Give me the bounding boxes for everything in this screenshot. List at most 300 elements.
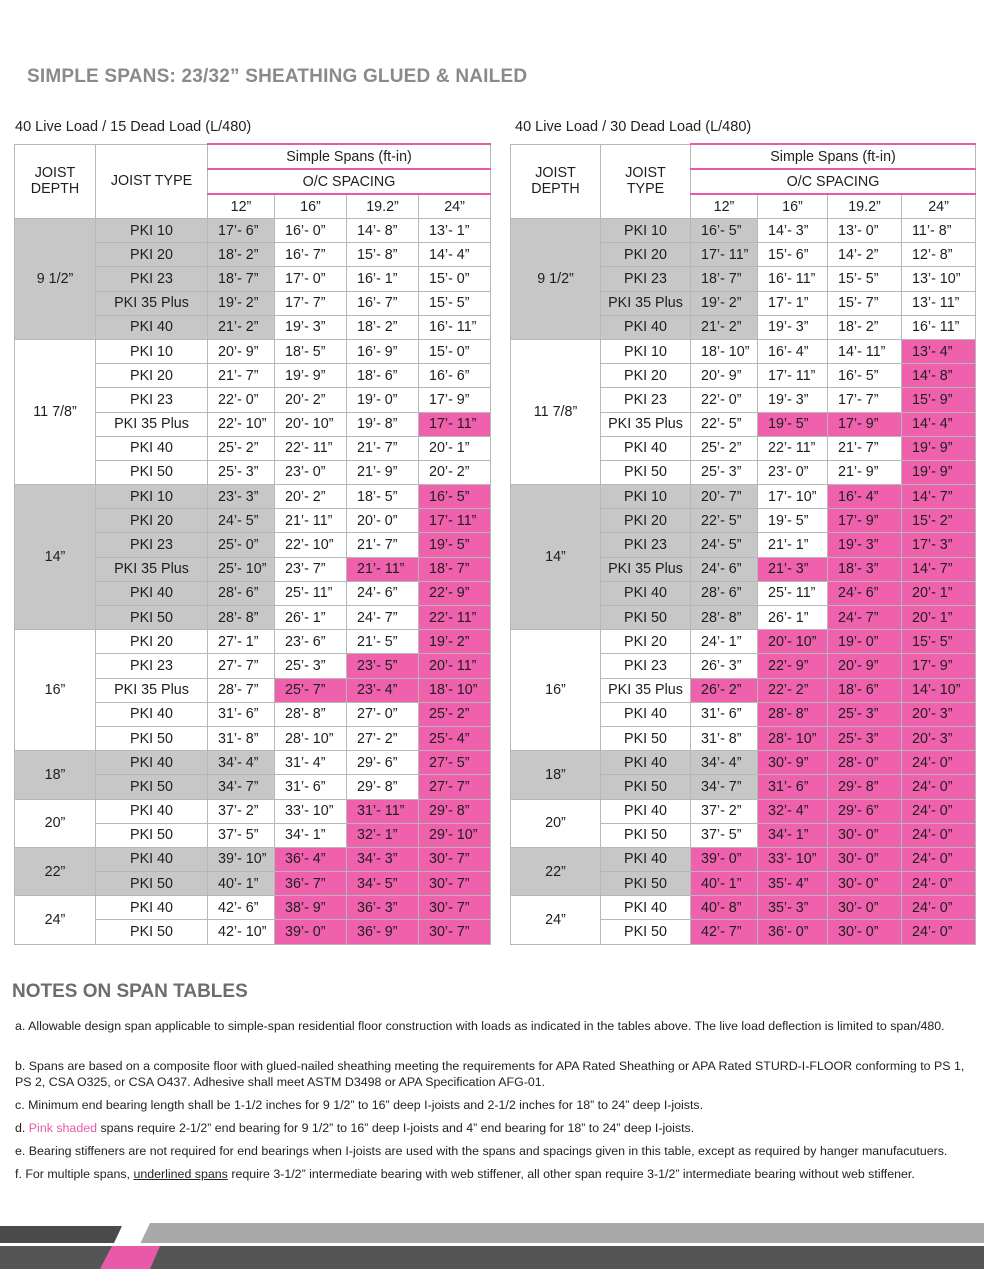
span-value-cell: 16’- 0” — [275, 219, 347, 243]
span-value-cell: 30’- 9” — [758, 751, 828, 775]
span-value-cell: 36’- 0” — [758, 920, 828, 944]
span-value-cell: 17’- 7” — [828, 388, 902, 412]
span-value-cell: 20’- 7” — [691, 485, 758, 509]
table-row — [15, 219, 491, 243]
span-value-cell: 34’- 7” — [208, 775, 275, 799]
span-value-cell: 23’- 5” — [347, 654, 419, 678]
joist-depth-cell: 9 1/2” — [15, 219, 96, 340]
joist-type-cell: PKI 50 — [601, 920, 691, 944]
table-row — [15, 896, 491, 920]
span-value-cell: 17’- 3” — [902, 533, 976, 557]
joist-type-cell: PKI 10 — [96, 339, 208, 363]
span-value-cell: 25’- 3” — [208, 460, 275, 484]
span-value-cell: 21’- 1” — [758, 533, 828, 557]
span-value-cell: 39’- 0” — [275, 920, 347, 944]
span-value-cell: 22’- 11” — [758, 436, 828, 460]
joist-depth-cell: 14” — [15, 485, 96, 630]
spacing-col-header: 16” — [758, 194, 828, 219]
span-value-cell: 27’- 5” — [419, 751, 491, 775]
span-value-cell: 28’- 8” — [691, 606, 758, 630]
span-value-cell: 24’- 0” — [902, 920, 976, 944]
span-value-cell: 20’- 2” — [275, 388, 347, 412]
joist-type-cell: PKI 35 Plus — [601, 678, 691, 702]
span-value-cell: 15’- 0” — [419, 267, 491, 291]
span-value-cell: 40’- 1” — [691, 872, 758, 896]
span-value-cell: 18’- 10” — [691, 339, 758, 363]
joist-type-cell: PKI 40 — [601, 436, 691, 460]
oc-spacing-header: O/C SPACING — [691, 169, 976, 194]
joist-type-cell: PKI 40 — [601, 581, 691, 605]
spacing-col-header: 24” — [419, 194, 491, 219]
span-value-cell: 34’- 7” — [691, 775, 758, 799]
joist-type-cell: PKI 23 — [96, 533, 208, 557]
span-value-cell: 17’- 9” — [828, 412, 902, 436]
span-value-cell: 23’- 7” — [275, 557, 347, 581]
span-value-cell: 13’- 0” — [828, 219, 902, 243]
span-value-cell: 18’- 5” — [275, 339, 347, 363]
span-value-cell: 14’- 2” — [828, 243, 902, 267]
span-value-cell: 30’- 7” — [419, 872, 491, 896]
span-value-cell: 14’- 7” — [902, 557, 976, 581]
span-value-cell: 19’- 8” — [347, 412, 419, 436]
span-value-cell: 17’- 11” — [691, 243, 758, 267]
span-value-cell: 22’- 5” — [691, 412, 758, 436]
span-value-cell: 13’- 11” — [902, 291, 976, 315]
span-value-cell: 35’- 4” — [758, 872, 828, 896]
span-value-cell: 28’- 10” — [275, 726, 347, 750]
span-value-cell: 14’- 3” — [758, 219, 828, 243]
span-value-cell: 17’- 11” — [758, 364, 828, 388]
span-value-cell: 20’- 9” — [828, 654, 902, 678]
span-value-cell: 18’- 2” — [828, 315, 902, 339]
note-f — [15, 1166, 965, 1182]
span-value-cell: 15’- 6” — [758, 243, 828, 267]
span-value-cell: 40’- 8” — [691, 896, 758, 920]
span-value-cell: 26’- 1” — [758, 606, 828, 630]
span-value-cell: 36’- 4” — [275, 847, 347, 871]
span-value-cell: 30’- 0” — [828, 823, 902, 847]
span-value-cell: 29’- 6” — [347, 751, 419, 775]
span-value-cell: 19’- 9” — [902, 460, 976, 484]
joist-type-cell: PKI 10 — [601, 339, 691, 363]
span-value-cell: 20’- 3” — [902, 702, 976, 726]
span-value-cell: 24’- 6” — [347, 581, 419, 605]
joist-type-cell: PKI 50 — [601, 872, 691, 896]
span-value-cell: 24’- 6” — [828, 581, 902, 605]
span-value-cell: 24’- 0” — [902, 872, 976, 896]
span-value-cell: 22’- 0” — [691, 388, 758, 412]
span-value-cell: 18’- 2” — [208, 243, 275, 267]
joist-type-cell: PKI 10 — [96, 219, 208, 243]
span-value-cell: 28’- 6” — [691, 581, 758, 605]
joist-type-cell: PKI 20 — [601, 509, 691, 533]
simple-spans-header: Simple Spans (ft-in) — [208, 144, 491, 169]
joist-depth-cell: 18” — [511, 751, 601, 799]
joist-type-cell: PKI 35 Plus — [96, 678, 208, 702]
simple-spans-header: Simple Spans (ft-in) — [691, 144, 976, 169]
span-value-cell: 25’- 2” — [419, 702, 491, 726]
span-value-cell: 30’- 7” — [419, 920, 491, 944]
span-value-cell: 19’- 9” — [275, 364, 347, 388]
table-row — [511, 219, 976, 243]
table-row — [511, 630, 976, 654]
joist-type-cell: PKI 23 — [601, 267, 691, 291]
table2-caption: 40 Live Load / 30 Dead Load (L/480) — [515, 119, 752, 135]
span-value-cell: 14’- 11” — [828, 339, 902, 363]
joist-type-header: JOIST TYPE — [601, 144, 691, 219]
span-value-cell: 36’- 3” — [347, 896, 419, 920]
span-value-cell: 34’- 3” — [347, 847, 419, 871]
joist-depth-cell: 16” — [15, 630, 96, 751]
span-value-cell: 28’- 8” — [275, 702, 347, 726]
joist-type-cell: PKI 23 — [601, 654, 691, 678]
span-value-cell: 17’- 10” — [758, 485, 828, 509]
span-value-cell: 32’- 1” — [347, 823, 419, 847]
joist-depth-cell: 24” — [15, 896, 96, 944]
span-value-cell: 37’- 2” — [691, 799, 758, 823]
span-value-cell: 17’- 11” — [419, 412, 491, 436]
joist-type-cell: PKI 23 — [601, 388, 691, 412]
table1-caption: 40 Live Load / 15 Dead Load (L/480) — [15, 119, 252, 135]
span-value-cell: 16’- 5” — [691, 219, 758, 243]
note-e: e. Bearing stiffeners are not required for end bearings when I-joists are used with the spans and spacings given in this table, except as required by hanger manufacutuers. — [15, 1144, 948, 1158]
note-c: c. Minimum end bearing length shall be 1-1/2 inches for 9 1/2” to 16” deep I-joists and 2-1/2 inches for 18” to 24” deep I-joists. — [15, 1098, 704, 1112]
note-d-text: spans require 2-1/2” end bearing for 9 1/2” to 16” deep I-joists and 4” end bearing for 18” to 24” deep I-joists. — [100, 1121, 695, 1135]
span-value-cell: 18’- 6” — [828, 678, 902, 702]
span-value-cell: 20’- 11” — [419, 654, 491, 678]
span-value-cell: 16’- 5” — [828, 364, 902, 388]
note-b: b. Spans are based on a composite floor with glued-nailed sheathing meeting the requirements for APA Rated Sheathing or APA Rated STURD-I-FLOOR conforming to PS 1, PS 2, CSA O325, or CSA O437. Adhesive shall meet ASTM D3498 or APA Specification AFG-01. — [15, 1059, 965, 1089]
span-value-cell: 14’- 8” — [902, 364, 976, 388]
joist-type-cell: PKI 50 — [96, 823, 208, 847]
joist-type-cell: PKI 40 — [96, 799, 208, 823]
joist-type-cell: PKI 40 — [96, 436, 208, 460]
span-value-cell: 20’- 9” — [691, 364, 758, 388]
span-value-cell: 19’- 5” — [419, 533, 491, 557]
span-value-cell: 20’- 1” — [902, 606, 976, 630]
span-value-cell: 37’- 2” — [208, 799, 275, 823]
span-value-cell: 11’- 8” — [902, 219, 976, 243]
page-title: SIMPLE SPANS: 23/32” SHEATHING GLUED & NAILED — [27, 66, 528, 87]
joist-type-cell: PKI 50 — [96, 920, 208, 944]
span-value-cell: 18’- 7” — [419, 557, 491, 581]
note-d-prefix: d. — [15, 1121, 26, 1135]
joist-type-cell: PKI 10 — [601, 219, 691, 243]
span-value-cell: 27’- 7” — [208, 654, 275, 678]
span-value-cell: 39’- 0” — [691, 847, 758, 871]
span-value-cell: 20’- 3” — [902, 726, 976, 750]
span-value-cell: 19’- 2” — [208, 291, 275, 315]
span-value-cell: 17’- 1” — [758, 291, 828, 315]
span-value-cell: 25’- 11” — [758, 581, 828, 605]
span-value-cell: 21’- 5” — [347, 630, 419, 654]
span-value-cell: 38’- 9” — [275, 896, 347, 920]
span-value-cell: 23’- 4” — [347, 678, 419, 702]
joist-depth-cell: 11 7/8” — [511, 339, 601, 484]
span-value-cell: 20’- 1” — [902, 581, 976, 605]
spacing-col-header: 24” — [902, 194, 976, 219]
span-value-cell: 37’- 5” — [691, 823, 758, 847]
span-value-cell: 17’- 9” — [902, 654, 976, 678]
span-table-15-dead — [14, 143, 491, 945]
span-value-cell: 19’- 5” — [758, 509, 828, 533]
joist-type-cell: PKI 35 Plus — [96, 412, 208, 436]
span-value-cell: 13’- 10” — [902, 267, 976, 291]
span-value-cell: 33’- 10” — [758, 847, 828, 871]
joist-type-cell: PKI 10 — [601, 485, 691, 509]
span-value-cell: 17’- 11” — [419, 509, 491, 533]
note-f-prefix: f. For multiple spans, — [15, 1167, 131, 1181]
span-value-cell: 33’- 10” — [275, 799, 347, 823]
span-value-cell: 29’- 8” — [419, 799, 491, 823]
span-value-cell: 17’- 0” — [275, 267, 347, 291]
span-table-30-dead — [510, 143, 976, 945]
table-row — [511, 847, 976, 871]
joist-type-cell: PKI 50 — [96, 872, 208, 896]
span-value-cell: 19’- 3” — [758, 315, 828, 339]
span-value-cell: 23’- 3” — [208, 485, 275, 509]
span-value-cell: 19’- 0” — [347, 388, 419, 412]
span-value-cell: 30’- 0” — [828, 872, 902, 896]
span-value-cell: 18’- 10” — [419, 678, 491, 702]
joist-depth-cell: 20” — [15, 799, 96, 847]
span-value-cell: 13’- 1” — [419, 219, 491, 243]
oc-spacing-header: O/C SPACING — [208, 169, 491, 194]
span-value-cell: 30’- 7” — [419, 847, 491, 871]
joist-type-cell: PKI 40 — [601, 315, 691, 339]
span-value-cell: 22’- 10” — [275, 533, 347, 557]
span-value-cell: 24’- 7” — [347, 606, 419, 630]
span-value-cell: 24’- 7” — [828, 606, 902, 630]
span-value-cell: 25’- 0” — [208, 533, 275, 557]
span-value-cell: 34’- 4” — [691, 751, 758, 775]
span-value-cell: 20’- 10” — [758, 630, 828, 654]
span-value-cell: 21’- 2” — [208, 315, 275, 339]
span-value-cell: 18’- 7” — [691, 267, 758, 291]
notes-heading: NOTES ON SPAN TABLES — [12, 981, 248, 1002]
span-value-cell: 25’- 2” — [208, 436, 275, 460]
span-value-cell: 15’- 8” — [347, 243, 419, 267]
span-value-cell: 30’- 0” — [828, 847, 902, 871]
span-value-cell: 24’- 0” — [902, 799, 976, 823]
span-value-cell: 24’- 1” — [691, 630, 758, 654]
span-value-cell: 17’- 7” — [275, 291, 347, 315]
span-value-cell: 24’- 0” — [902, 847, 976, 871]
joist-type-cell: PKI 23 — [96, 654, 208, 678]
spacing-col-header: 12” — [208, 194, 275, 219]
joist-depth-cell: 11 7/8” — [15, 339, 96, 484]
span-value-cell: 14’- 4” — [902, 412, 976, 436]
span-value-cell: 26’- 1” — [275, 606, 347, 630]
span-value-cell: 19’- 9” — [902, 436, 976, 460]
joist-type-cell: PKI 35 Plus — [601, 291, 691, 315]
joist-type-cell: PKI 35 Plus — [96, 557, 208, 581]
joist-type-header: JOIST TYPE — [96, 144, 208, 219]
span-value-cell: 23’- 0” — [758, 460, 828, 484]
span-value-cell: 21’- 3” — [758, 557, 828, 581]
span-value-cell: 22’- 9” — [758, 654, 828, 678]
joist-type-cell: PKI 35 Plus — [601, 412, 691, 436]
joist-type-cell: PKI 50 — [96, 775, 208, 799]
span-value-cell: 22’- 10” — [208, 412, 275, 436]
joist-type-cell: PKI 40 — [601, 799, 691, 823]
span-value-cell: 21’- 7” — [208, 364, 275, 388]
note-f-text: require 3-1/2” intermediate bearing with web stiffener, all other span require 3-1/2” intermediate bearing without web stiffener. — [231, 1167, 915, 1181]
span-value-cell: 29’- 10” — [419, 823, 491, 847]
span-value-cell: 21’- 9” — [828, 460, 902, 484]
span-value-cell: 16’- 1” — [347, 267, 419, 291]
span-value-cell: 42’- 6” — [208, 896, 275, 920]
span-value-cell: 31’- 8” — [691, 726, 758, 750]
span-value-cell: 18’- 7” — [208, 267, 275, 291]
span-value-cell: 34’- 1” — [275, 823, 347, 847]
spacing-col-header: 12” — [691, 194, 758, 219]
span-value-cell: 12’- 8” — [902, 243, 976, 267]
span-value-cell: 30’- 7” — [419, 896, 491, 920]
joist-type-cell: PKI 20 — [96, 364, 208, 388]
span-value-cell: 30’- 0” — [828, 896, 902, 920]
span-value-cell: 18’- 2” — [347, 315, 419, 339]
span-value-cell: 31’- 6” — [208, 702, 275, 726]
span-value-cell: 34’- 4” — [208, 751, 275, 775]
span-value-cell: 22’- 2” — [758, 678, 828, 702]
span-value-cell: 22’- 11” — [419, 606, 491, 630]
span-value-cell: 31’- 4” — [275, 751, 347, 775]
span-value-cell: 27’- 2” — [347, 726, 419, 750]
span-value-cell: 19’- 3” — [758, 388, 828, 412]
span-value-cell: 21’- 7” — [828, 436, 902, 460]
span-value-cell: 19’- 2” — [419, 630, 491, 654]
span-value-cell: 14’- 7” — [902, 485, 976, 509]
table-row — [15, 339, 491, 363]
span-value-cell: 23’- 0” — [275, 460, 347, 484]
joist-type-cell: PKI 20 — [96, 243, 208, 267]
span-value-cell: 31’- 6” — [275, 775, 347, 799]
spacing-col-header: 19.2” — [828, 194, 902, 219]
note-f-underlined-spans: underlined spans — [133, 1167, 228, 1181]
span-value-cell: 19’- 3” — [275, 315, 347, 339]
joist-depth-cell: 9 1/2” — [511, 219, 601, 340]
joist-depth-cell: 20” — [511, 799, 601, 847]
span-value-cell: 16’- 9” — [347, 339, 419, 363]
span-value-cell: 21’- 11” — [347, 557, 419, 581]
span-value-cell: 17’- 6” — [208, 219, 275, 243]
span-value-cell: 16’- 11” — [902, 315, 976, 339]
span-value-cell: 19’- 3” — [828, 533, 902, 557]
joist-type-cell: PKI 50 — [601, 775, 691, 799]
header-row — [511, 144, 976, 169]
span-value-cell: 22’- 0” — [208, 388, 275, 412]
span-value-cell: 22’- 11” — [275, 436, 347, 460]
joist-type-cell: PKI 40 — [96, 896, 208, 920]
joist-type-cell: PKI 10 — [96, 485, 208, 509]
span-value-cell: 19’- 0” — [828, 630, 902, 654]
joist-type-cell: PKI 40 — [96, 702, 208, 726]
span-value-cell: 20’- 10” — [275, 412, 347, 436]
table-row — [15, 751, 491, 775]
span-value-cell: 25’- 3” — [275, 654, 347, 678]
span-value-cell: 21’- 9” — [347, 460, 419, 484]
span-value-cell: 20’- 1” — [419, 436, 491, 460]
span-value-cell: 28’- 7” — [208, 678, 275, 702]
joist-type-cell: PKI 20 — [601, 630, 691, 654]
table-row — [511, 339, 976, 363]
joist-type-cell: PKI 50 — [96, 460, 208, 484]
table-row — [511, 751, 976, 775]
joist-type-cell: PKI 50 — [601, 823, 691, 847]
span-value-cell: 28’- 0” — [828, 751, 902, 775]
span-value-cell: 24’- 5” — [208, 509, 275, 533]
span-value-cell: 24’- 0” — [902, 896, 976, 920]
table-row — [15, 630, 491, 654]
span-value-cell: 25’- 3” — [828, 702, 902, 726]
span-value-cell: 15’- 5” — [902, 630, 976, 654]
span-value-cell: 30’- 0” — [828, 920, 902, 944]
footer-stripes-graphic — [0, 1220, 170, 1269]
span-value-cell: 28’- 8” — [758, 702, 828, 726]
span-value-cell: 16’- 5” — [419, 485, 491, 509]
span-value-cell: 34’- 1” — [758, 823, 828, 847]
joist-depth-cell: 18” — [15, 751, 96, 799]
joist-type-cell: PKI 35 Plus — [96, 291, 208, 315]
span-value-cell: 16’- 7” — [275, 243, 347, 267]
span-value-cell: 16’- 7” — [347, 291, 419, 315]
span-value-cell: 16’- 11” — [758, 267, 828, 291]
span-value-cell: 26’- 2” — [691, 678, 758, 702]
joist-type-cell: PKI 23 — [96, 388, 208, 412]
header-row — [15, 144, 491, 169]
span-value-cell: 31’- 6” — [758, 775, 828, 799]
span-value-cell: 15’- 7” — [828, 291, 902, 315]
span-value-cell: 25’- 10” — [208, 557, 275, 581]
span-value-cell: 15’- 0” — [419, 339, 491, 363]
span-value-cell: 21’- 7” — [347, 533, 419, 557]
span-value-cell: 15’- 5” — [419, 291, 491, 315]
span-value-cell: 24’- 5” — [691, 533, 758, 557]
joist-type-cell: PKI 40 — [96, 847, 208, 871]
span-value-cell: 19’- 5” — [758, 412, 828, 436]
span-value-cell: 31’- 11” — [347, 799, 419, 823]
span-value-cell: 25’- 3” — [828, 726, 902, 750]
span-value-cell: 24’- 6” — [691, 557, 758, 581]
span-value-cell: 22’- 5” — [691, 509, 758, 533]
span-value-cell: 18’- 5” — [347, 485, 419, 509]
span-value-cell: 28’- 6” — [208, 581, 275, 605]
joist-depth-header: JOIST DEPTH — [511, 144, 601, 219]
span-value-cell: 23’- 6” — [275, 630, 347, 654]
span-value-cell: 20’- 2” — [275, 485, 347, 509]
joist-type-cell: PKI 50 — [601, 460, 691, 484]
span-value-cell: 27’- 0” — [347, 702, 419, 726]
table-row — [15, 799, 491, 823]
span-value-cell: 18’- 6” — [347, 364, 419, 388]
span-value-cell: 22’- 9” — [419, 581, 491, 605]
joist-type-cell: PKI 20 — [96, 509, 208, 533]
joist-type-cell: PKI 50 — [601, 606, 691, 630]
note-a: a. Allowable design span applicable to simple-span residential floor construction with loads as indicated in the tables above. The live load deflection is limited to span/480. — [15, 1019, 945, 1033]
joist-type-cell: PKI 40 — [96, 751, 208, 775]
span-value-cell: 21’- 7” — [347, 436, 419, 460]
span-value-cell: 31’- 6” — [691, 702, 758, 726]
span-value-cell: 40’- 1” — [208, 872, 275, 896]
span-value-cell: 20’- 0” — [347, 509, 419, 533]
span-value-cell: 28’- 8” — [208, 606, 275, 630]
joist-type-cell: PKI 40 — [601, 751, 691, 775]
span-value-cell: 36’- 9” — [347, 920, 419, 944]
joist-type-cell: PKI 40 — [601, 702, 691, 726]
joist-type-cell: PKI 35 Plus — [601, 557, 691, 581]
joist-depth-cell: 22” — [15, 847, 96, 895]
